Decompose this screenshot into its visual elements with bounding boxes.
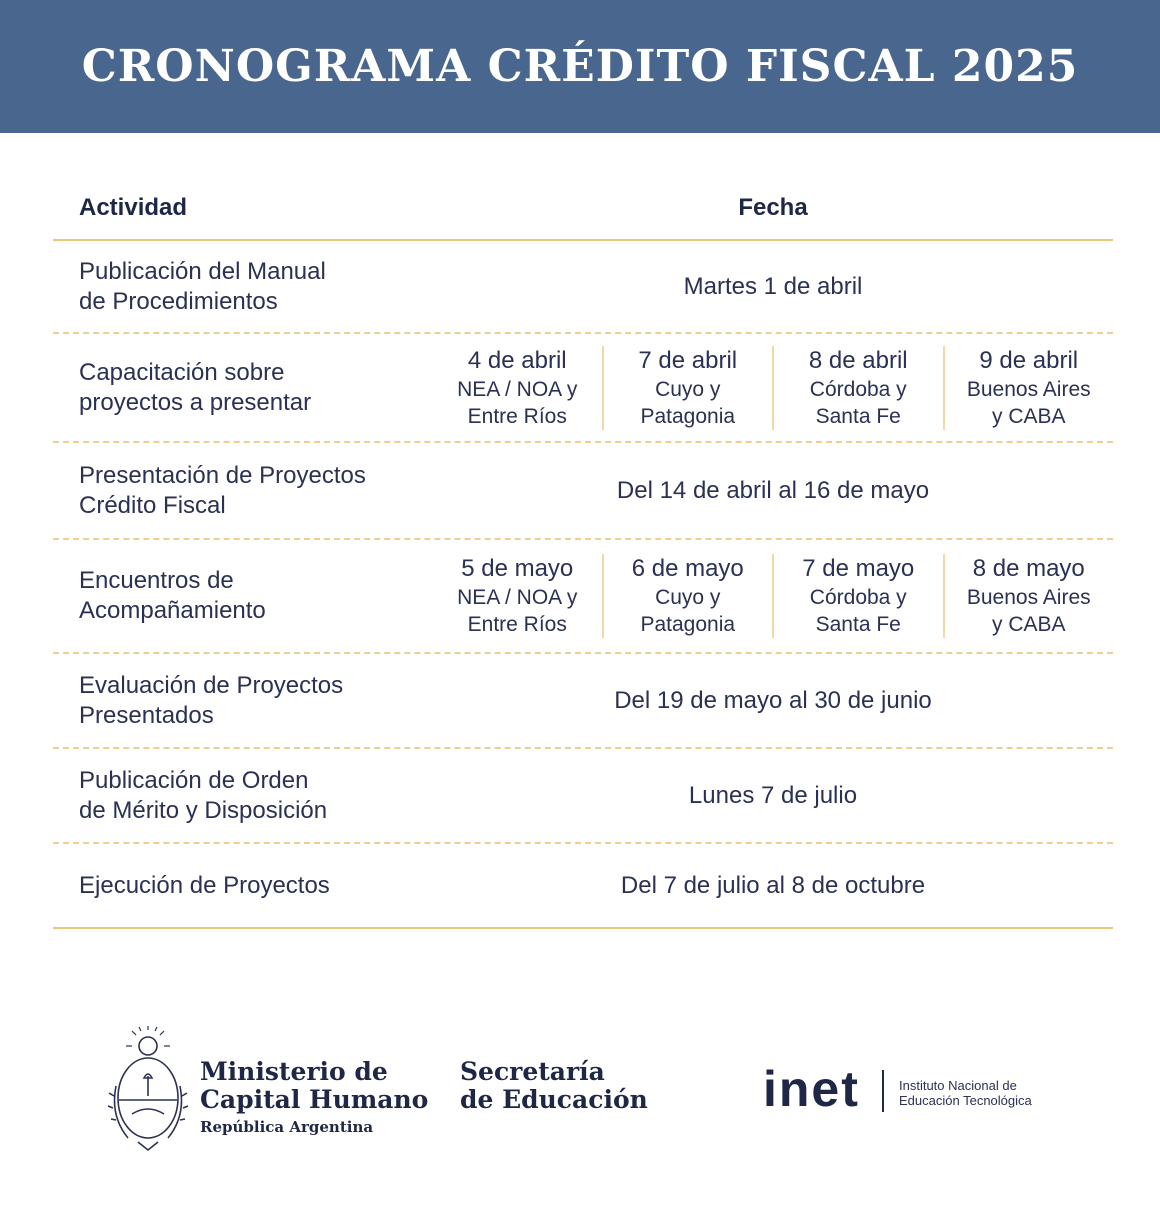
inet-name-line: Educación Tecnológica (899, 1093, 1032, 1108)
logo-divider (882, 1070, 884, 1112)
header-banner (0, 0, 1160, 133)
session-cell (433, 346, 602, 430)
activity-line: Ejecución de Proyectos (79, 871, 330, 899)
session-cell (602, 346, 773, 430)
footer-logos (0, 1020, 1160, 1180)
activity-line: Publicación del Manual (79, 257, 326, 285)
table-row (53, 241, 1113, 334)
session-date: 9 de abril (979, 346, 1079, 374)
table-row (53, 334, 1113, 443)
session-date: 8 de mayo (972, 555, 1085, 582)
activity-line: Acompañamiento (79, 597, 266, 624)
session-cell (602, 554, 773, 638)
activity-cell (53, 871, 433, 901)
session-region: Córdoba y (809, 586, 907, 609)
activity-line: Publicación de Orden (79, 766, 309, 794)
inet-full-name (899, 1078, 1032, 1108)
session-region: Santa Fe (815, 613, 901, 636)
page-title: CRONOGRAMA CRÉDITO FISCAL 2025 (81, 41, 1079, 92)
coat-of-arms-icon (108, 1026, 188, 1156)
session-cell (943, 346, 1114, 430)
session-cell (943, 554, 1114, 638)
session-date: 6 de mayo (631, 555, 744, 582)
session-region: Patagonia (640, 404, 736, 428)
session-region: Córdoba y (809, 377, 907, 401)
secretariat-logo-text (460, 1058, 648, 1114)
table-row (53, 654, 1113, 749)
session-region: Patagonia (640, 613, 736, 636)
activity-cell (53, 566, 433, 626)
table-row (53, 844, 1113, 929)
date-cell: Del 7 de julio al 8 de octubre (620, 871, 926, 899)
session-region: y CABA (991, 613, 1066, 636)
ministry-logo-text (200, 1058, 428, 1136)
session-date: 8 de abril (808, 346, 908, 374)
session-date: 7 de mayo (802, 555, 915, 582)
inet-logo: inet (763, 1061, 860, 1117)
table-row (53, 749, 1113, 844)
date-cell: Del 19 de mayo al 30 de junio (614, 686, 932, 714)
ministry-name: Capital Humano (200, 1085, 429, 1114)
inet-name-line: Instituto Nacional de (899, 1078, 1017, 1093)
activity-cell (53, 766, 433, 826)
activity-line: Encuentros de (79, 567, 234, 594)
secretariat-name: de Educación (460, 1085, 648, 1114)
session-region: Entre Ríos (467, 613, 567, 636)
session-region: Cuyo y (655, 377, 721, 401)
session-cell (772, 554, 943, 638)
session-region: y CABA (991, 404, 1066, 428)
table-header (53, 176, 1113, 241)
session-region: Entre Ríos (467, 404, 567, 428)
activity-line: proyectos a presentar (79, 388, 312, 416)
session-cell (772, 346, 943, 430)
session-date: 4 de abril (467, 346, 567, 374)
activity-line: Crédito Fiscal (79, 491, 226, 519)
session-group (433, 554, 1113, 638)
secretariat-name: Secretaría (460, 1057, 605, 1086)
session-region: Santa Fe (815, 404, 901, 428)
table-row (53, 443, 1113, 540)
activity-cell (53, 257, 433, 317)
session-group (433, 346, 1113, 430)
activity-line: de Mérito y Disposición (79, 796, 328, 824)
session-date: 7 de abril (638, 346, 738, 374)
ministry-name: Ministerio de (200, 1057, 388, 1086)
activity-line: de Procedimientos (79, 287, 278, 315)
column-header-date: Fecha (738, 194, 808, 221)
session-date: 5 de mayo (461, 555, 574, 582)
table-row (53, 540, 1113, 654)
session-cell (433, 554, 602, 638)
activity-cell (53, 461, 433, 521)
date-cell: Lunes 7 de julio (688, 781, 858, 809)
session-region: Buenos Aires (966, 377, 1091, 401)
activity-line: Capacitación sobre (79, 358, 285, 386)
schedule-table (53, 176, 1113, 929)
column-header-activity: Actividad (79, 194, 188, 221)
session-region: NEA / NOA y (457, 586, 578, 609)
activity-cell (53, 358, 433, 418)
activity-line: Evaluación de Proyectos (79, 671, 344, 699)
activity-cell (53, 671, 433, 731)
activity-line: Presentados (79, 701, 214, 729)
activity-line: Presentación de Proyectos (79, 461, 366, 489)
date-cell: Del 14 de abril al 16 de mayo (616, 476, 930, 504)
date-cell: Martes 1 de abril (683, 272, 863, 300)
session-region: NEA / NOA y (457, 377, 578, 401)
session-region: Buenos Aires (966, 586, 1091, 609)
session-region: Cuyo y (655, 586, 721, 609)
country-name: República Argentina (200, 1118, 374, 1136)
